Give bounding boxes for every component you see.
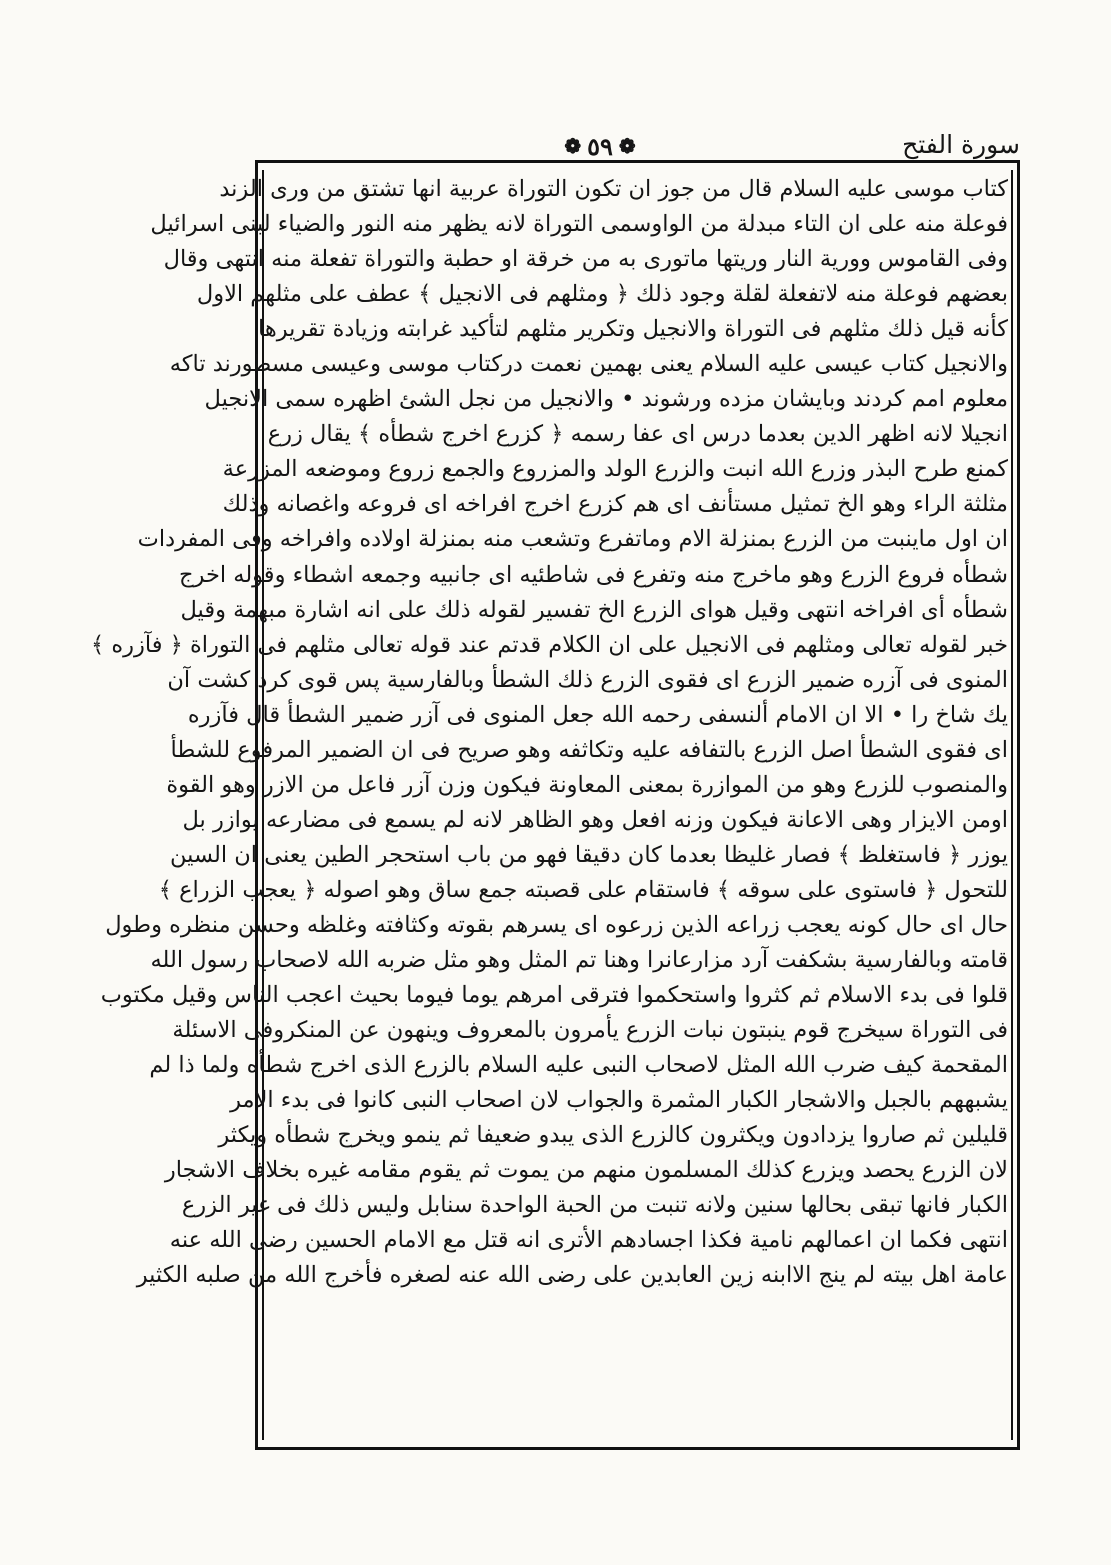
text-line: وفى القاموس وورية النار وريتها ماتورى به من خرقة او حطبة والتوراة تفعلة منه انتهى وقال [163,246,1008,273]
page-number: ٥٩ [587,131,613,161]
commentary-text [91,172,1008,1434]
text-line: والانجيل كتاب عيسى عليه السلام يعنى بهمين نعمت دركتاب موسى وعيسى مسطورند تاكه [169,351,1008,378]
text-line: حال اى حال كونه يعجب زراعه الذين زرعوه اى يسرهم بقوته وكثافته وغلظه وحسن منظره وطول [105,911,1008,938]
text-line: شطأه فروع الزرع وهو ماخرج منه وتفرع فى شاطئيه اى جانبيه وجمعه اشطاء وقوله اخرج [179,561,1008,588]
text-line: المقحمة كيف ضرب الله المثل لاصحاب النبى عليه السلام بالزرع الذى اخرج شطأه ولما ذا لم [149,1052,1008,1079]
text-line: عامة اهل بيته لم ينج الاابنه زين العابدين على رضى الله عنه لصغره فأخرج الله من صلبه الكثير [136,1262,1008,1289]
text-line: لان الزرع يحصد ويزرع كذلك المسلمون منهم من يموت ثم يقوم مقامه غيره بخلاف الاشجار [164,1157,1008,1184]
text-line: يك شاخ را • الا ان الامام ألنسفى رحمه الله جعل المنوى فى آزر ضمير الشطأ قال فآزره [187,701,1008,728]
text-line: كمنع طرح البذر وزرع الله انبت والزرع الولد والمزروع والجمع زروع وموضعه المزرعة [222,456,1008,483]
text-line: انجيلا لانه اظهر الدين بعدما درس اى عفا رسمه ﴿ كزرع اخرج شطأه ﴾ يقال زرع [267,421,1008,448]
text-line: مثلثة الراء وهو الخ تمثيل مستأنف اى هم كزرع اخرج افراخه اى فروعه واغصانه وذلك [222,491,1008,518]
text-line: يشبههم بالجبل والاشجار الكبار المثمرة والجواب لان اصحاب النبى كانوا فى بدء الامر [230,1087,1008,1114]
text-line: فوعلة منه على ان التاء مبدلة من الواوسمى التوراة لانه يظهر منه النور والضياء لبنى اسرائيل [150,211,1008,238]
text-line: كأنه قيل ذلك مثلهم فى التوراة والانجيل وتكرير مثلهم لتأكيد غرابته وزيادة تقريرها [257,316,1008,343]
surah-title: سورة الفتح [902,130,1020,159]
text-line: والمنصوب للزرع وهو من الموازرة بمعنى المعاونة فيكون وزن آزر فاعل من الازر وهو القوة [166,771,1008,798]
page-number-cartouche [535,128,665,164]
text-line: بعضهم فوعلة منه لاتفعلة لقلة وجود ذلك ﴿ ومثلهم فى الانجيل ﴾ عطف على مثلهم الاول [196,281,1008,308]
ornament-icon: ❁ [618,134,636,158]
text-line: قليلين ثم صاروا يزدادون ويكثرون كالزرع الذى يبدو ضعيفا ثم ينمو ويخرج شطأه ويكثر [218,1122,1008,1149]
text-line: شطأه أى افراخه انتهى وقيل هواى الزرع الخ تفسير لقوله ذلك على انه اشارة مبهمة وقيل [180,596,1008,623]
text-line: اى فقوى الشطأ اصل الزرع بالتفافه عليه وتكاثفه وهو صريح فى ان الضمير المرفوع للشطأ [170,736,1008,763]
text-line: اومن الايزار وهى الاعانة فيكون وزنه افعل وهو الظاهر لانه لم يسمع فى مضارعه يوازر بل [182,806,1008,833]
text-line: فى التوراة سيخرج قوم ينبتون نبات الزرع يأمرون بالمعروف وينهون عن المنكروفى الاسئلة [172,1017,1008,1044]
text-line: قامته وبالفارسية بشكفت آرد مزارعانرا وهنا تم المثل وهو مثل ضربه الله لاصحاب رسول الله [150,947,1008,974]
text-line: انتهى فكما ان اعمالهم نامية فكذا اجسادهم الأترى انه قتل مع الامام الحسين رضى الله عنه [169,1227,1008,1254]
ornament-icon: ❁ [564,134,582,158]
text-line: للتحول ﴿ فاستوى على سوقه ﴾ فاستقام على قصبته جمع ساق وهو اصوله ﴿ يعجب الزراع ﴾ [158,876,1008,903]
text-line: قلوا فى بدء الاسلام ثم كثروا واستحكموا فترقى امرهم يوما فيوما بحيث اعجب الناس وقيل مكتوب [100,982,1008,1009]
text-line: المنوى فى آزره ضمير الزرع اى فقوى الزرع ذلك الشطأ وبالفارسية پس قوى كرد كشت آن [167,666,1008,693]
text-line: معلوم امم كردند وبايشان مزده ورشوند • والانجيل من نجل الشئ اظهره سمى الانجيل [204,386,1008,413]
text-line: خبر لقوله تعالى ومثلهم فى الانجيل على ان الكلام قدتم عند قوله تعالى مثلهم فى التوراة ﴿ فآزره ﴾ [91,631,1008,658]
text-line: يوزر ﴿ فاستغلظ ﴾ فصار غليظا بعدما كان دقيقا فهو من باب استحجر الطين يعنى ان السين [170,841,1008,868]
text-line: ان اول ماينبت من الزرع بمنزلة الام وماتفرع وتشعب منه بمنزلة اولاده وافراخه وفى المفردات [137,526,1008,553]
text-line: الكبار فانها تبقى بحالها سنين ولانه تنبت من الحبة الواحدة سنابل وليس ذلك فى غير الزرع [181,1192,1008,1219]
text-line: كتاب موسى عليه السلام قال من جوز ان تكون التوراة عربية انها تشتق من ورى الزند [219,176,1008,202]
